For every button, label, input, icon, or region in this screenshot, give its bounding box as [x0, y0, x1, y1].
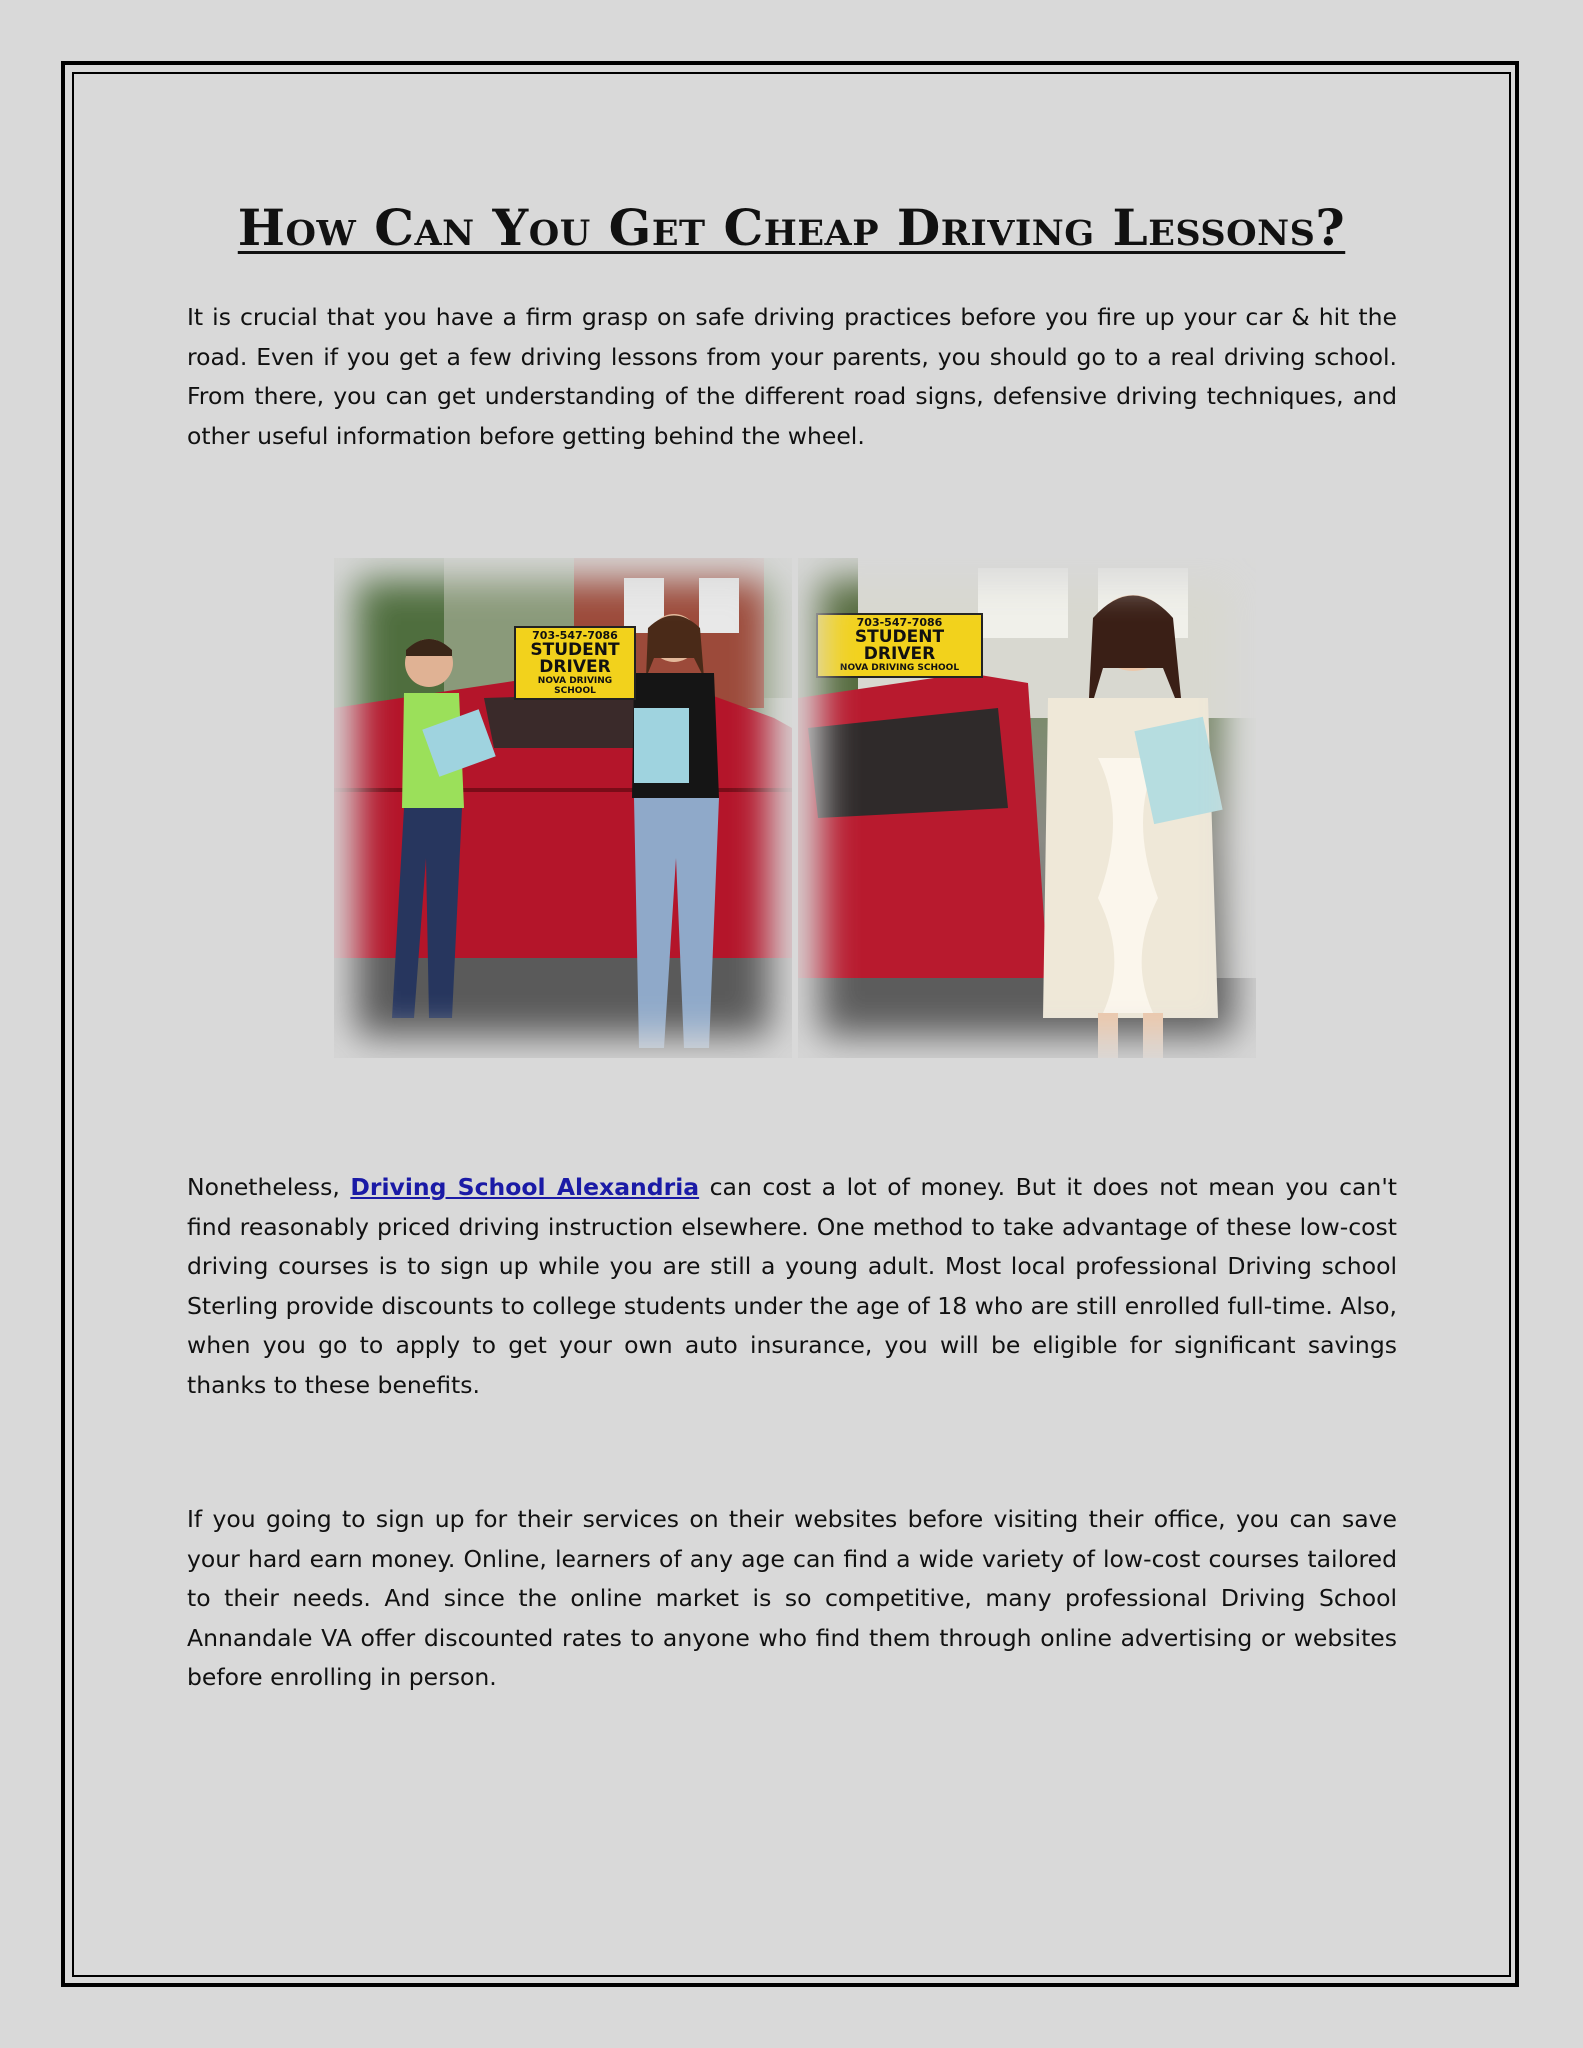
cost-paragraph-body: can cost a lot of money. But it does not mean you can't find reasonably priced driving instruction elsewhere. One method to take advantage of these low-cost driving courses is to sign up while you are still a young adult. Most local professional Driving school Sterling provide discounts to college students under the age of 18 who are still enrolled full-time. Also, when you go to apply to get your own auto insurance, you will be eligible for significant savings thanks to these benefits. [187, 1173, 1397, 1399]
student-driver-sign-right: 703-547-7086 STUDENT DRIVER NOVA DRIVING SCHOOL [816, 613, 983, 678]
page-title: How Can You Get Cheap Driving Lessons? [237, 198, 1346, 257]
students-photo [334, 558, 1256, 1058]
driving-school-alexandria-link[interactable]: Driving School Alexandria [350, 1173, 700, 1201]
cost-paragraph [187, 1168, 1397, 1406]
online-signup-paragraph: If you going to sign up for their services on their websites before visiting their office, you can save your hard earn money. Online, learners of any age can find a wide variety of low-cost courses tailored to their needs. And since the online market is so competitive, many professional Driving School Annandale VA offer discounted rates to anyone who find them through online advertising or websites before enrolling in person. [187, 1505, 1397, 1692]
photo-right-one-student [798, 558, 1256, 1058]
cost-paragraph-intro: Nonetheless, [187, 1173, 351, 1201]
photo-left-two-students [334, 558, 792, 1058]
student-driver-sign-left: 703-547-7086 STUDENT DRIVER NOVA DRIVING SCHOOL [514, 626, 636, 700]
intro-paragraph: It is crucial that you have a firm grasp on safe driving practices before you fire up your car & hit the road. Even if you get a few driving lessons from your parents, you should go to a real driving school. From there, you can get understanding of the different road signs, defensive driving techniques, and other useful information before getting behind the wheel. [187, 303, 1397, 450]
